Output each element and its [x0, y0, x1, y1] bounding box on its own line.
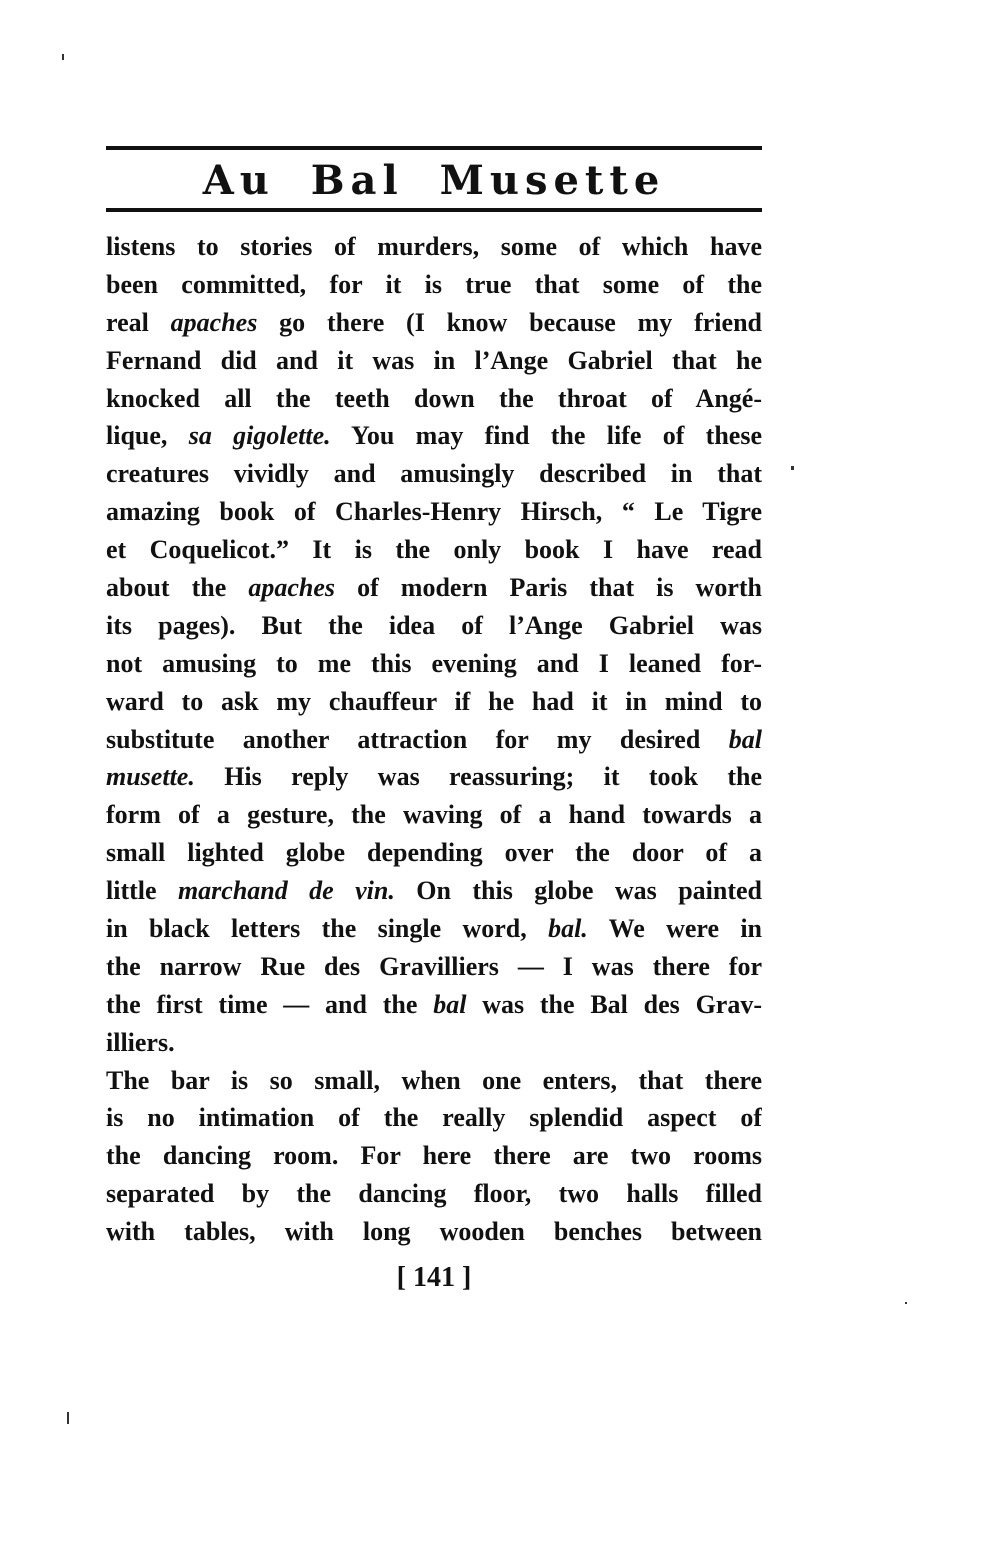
italic-phrase: marchand de vin.	[177, 876, 395, 906]
text-line: not amusing to me this evening and I leaned for-	[106, 648, 762, 678]
text-line: illiers.	[106, 1027, 175, 1057]
text-line: The bar is so small, when one enters, that there	[106, 1065, 762, 1095]
text-line: musette. His reply was reassuring; it took the	[106, 762, 762, 792]
italic-phrase: apaches	[248, 573, 336, 603]
italic-phrase: bal.	[548, 914, 588, 944]
text-line: listens to stories of murders, some of which have	[106, 232, 762, 261]
scan-speck	[791, 466, 794, 470]
text-line: small lighted globe depending over the door of a	[106, 838, 762, 868]
page-number: [ 141 ]	[396, 1262, 472, 1293]
text-line: little marchand de vin. On this globe was painted	[106, 876, 762, 906]
text-line: the dancing room. For here there are two rooms	[106, 1141, 762, 1171]
italic-phrase: bal	[433, 989, 467, 1019]
paragraph-2	[106, 1062, 762, 1251]
body-text	[106, 228, 762, 1251]
scan-speck	[905, 1302, 907, 1304]
italic-phrase: apaches	[170, 307, 258, 337]
scan-speck	[67, 1412, 69, 1424]
italic-phrase: sa gigolette.	[188, 421, 331, 451]
text-line: et Coquelicot.” It is the only book I have read	[106, 535, 762, 565]
running-header-title: Au Bal Musette	[202, 157, 666, 204]
italic-phrase: bal	[728, 724, 762, 754]
header-rule-bottom	[106, 208, 762, 212]
header-rule-top	[106, 146, 762, 150]
text-line: amazing book of Charles-Henry Hirsch, “ Le Tigre	[106, 497, 762, 527]
text-line: the first time — and the bal was the Bal des Grav-	[106, 989, 762, 1019]
text-line: ward to ask my chauffeur if he had it in mind to	[106, 686, 762, 716]
text-line: form of a gesture, the waving of a hand towards a	[106, 800, 762, 830]
paragraph-1	[106, 228, 762, 1062]
text-line: with tables, with long wooden benches between	[106, 1217, 762, 1247]
text-line: substitute another attraction for my desired bal	[106, 724, 762, 754]
italic-phrase: musette.	[106, 762, 195, 792]
scan-speck	[62, 54, 64, 60]
text-line: in black letters the single word, bal. We were in	[106, 914, 762, 944]
text-line: Fernand did and it was in l’Ange Gabriel that he	[106, 345, 762, 375]
text-line: creatures vividly and amusingly described in that	[106, 459, 762, 489]
text-line: lique, sa gigolette. You may find the life of these	[106, 421, 762, 451]
text-line: separated by the dancing floor, two halls filled	[106, 1179, 762, 1209]
text-line: is no intimation of the really splendid aspect of	[106, 1103, 762, 1133]
text-line: real apaches go there (I know because my friend	[106, 307, 762, 337]
text-line: its pages). But the idea of l’Ange Gabriel was	[106, 610, 762, 640]
text-line: about the apaches of modern Paris that is worth	[106, 573, 762, 603]
text-line: knocked all the teeth down the throat of Angé-	[106, 383, 762, 413]
text-line: been committed, for it is true that some of the	[106, 269, 762, 299]
text-line: the narrow Rue des Gravilliers — I was there for	[106, 951, 762, 981]
